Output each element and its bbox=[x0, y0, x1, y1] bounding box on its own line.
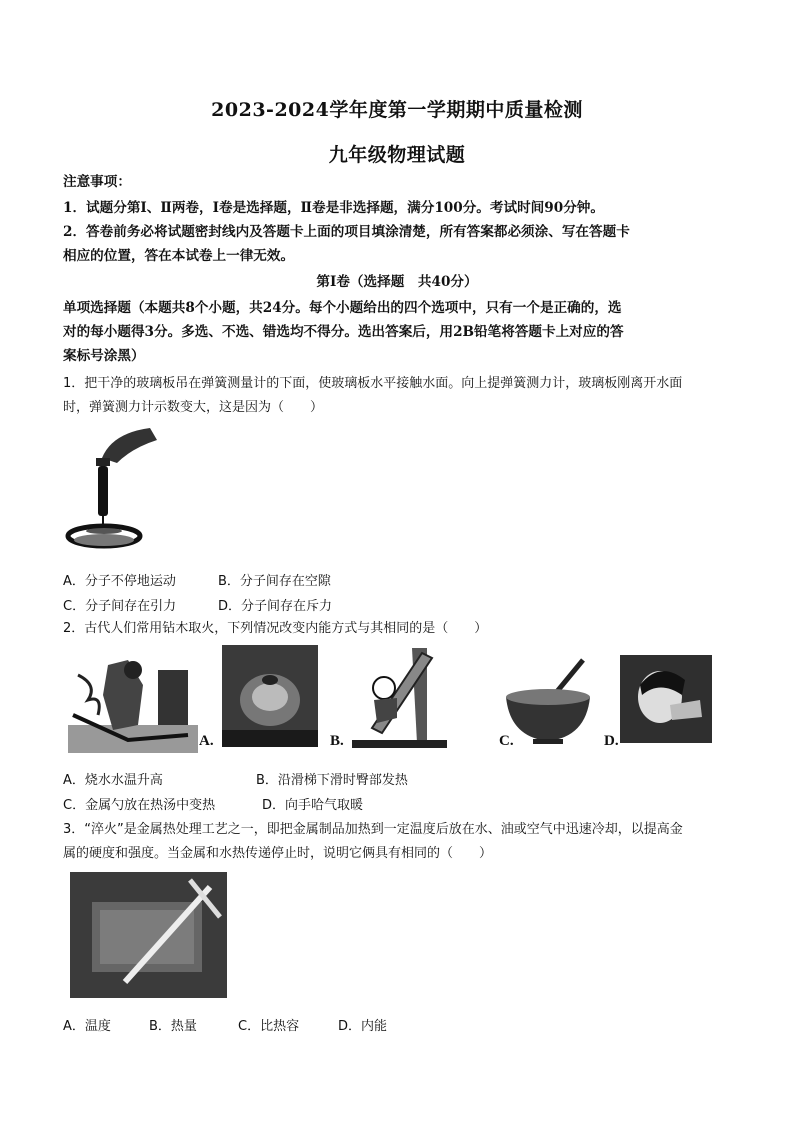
q2-image-label-a: A. bbox=[199, 733, 214, 749]
q1-option-a: A．分子不停地运动 bbox=[63, 574, 176, 589]
section-instructions: 单项选择题（本题共8个小题，共24分。每个小题给出的四个选项中，只有一个是正确的，选 bbox=[63, 300, 622, 316]
notes-heading: 注意事项： bbox=[63, 174, 131, 190]
q3-option-c: C．比热容 bbox=[238, 1019, 300, 1034]
note-line: 1．试题分第Ⅰ、Ⅱ两卷，Ⅰ卷是选择题，Ⅱ卷是非选择题，满分100分。考试时间90分钟。 bbox=[63, 200, 604, 216]
q2-option-a: A．烧水水温升高 bbox=[63, 773, 163, 788]
kettle-on-stove-figure bbox=[222, 645, 318, 747]
q1-option-d: D．分子间存在斥力 bbox=[218, 599, 333, 614]
question-2-stem: 2．古代人们常用钻木取火，下列情况改变内能方式与其相同的是（ ） bbox=[63, 621, 488, 636]
q1-option-c: C．分子间存在引力 bbox=[63, 599, 177, 614]
page-subtitle: 九年级物理试题 bbox=[328, 144, 466, 166]
q3-option-a: A．温度 bbox=[63, 1019, 111, 1034]
spring-scale-glass-plate-figure bbox=[62, 428, 162, 553]
q3-option-b: B．热量 bbox=[149, 1019, 197, 1034]
drilling-wood-fire-figure bbox=[68, 655, 198, 753]
section-instructions: 对的每小题得3分。多选、不选、错选均不得分。选出答案后，用2B铅笔将答题卡上对应的答 bbox=[63, 324, 624, 340]
q3-option-d: D．内能 bbox=[338, 1019, 388, 1034]
page-title: 2023-2024学年度第一学期期中质量检测 bbox=[211, 99, 583, 121]
q2-option-d: D．向手哈气取暖 bbox=[262, 798, 364, 813]
question-3-stem: 3．“淬火”是金属热处理工艺之一，即把金属制品加热到一定温度后放在水、油或空气中迅速冷却，以提高金 bbox=[63, 822, 683, 837]
q2-option-c: C．金属勺放在热汤中变热 bbox=[63, 798, 216, 813]
section-instructions: 案标号涂黑） bbox=[63, 348, 145, 364]
question-1-stem: 时，弹簧测力计示数变大，这是因为（ ） bbox=[63, 400, 324, 415]
q2-image-label-d: D. bbox=[604, 733, 619, 749]
section-title: 第Ⅰ卷（选择题 共40分） bbox=[316, 274, 478, 290]
note-line: 相应的位置，答在本试卷上一律无效。 bbox=[63, 248, 295, 264]
quenching-metal-figure bbox=[70, 872, 227, 998]
q2-option-b: B．沿滑梯下滑时臀部发热 bbox=[256, 773, 408, 788]
q2-image-label-c: C. bbox=[499, 733, 514, 749]
question-1-stem: 1．把干净的玻璃板吊在弹簧测量计的下面，使玻璃板水平接触水面。向上提弹簧测力计，玻璃板刚离开水面 bbox=[63, 376, 683, 391]
q1-option-b: B．分子间存在空隙 bbox=[218, 574, 331, 589]
q2-image-label-b: B. bbox=[330, 733, 344, 749]
child-on-slide-figure bbox=[352, 648, 447, 748]
question-3-stem: 属的硬度和强度。当金属和水热传递停止时，说明它俩具有相同的（ ） bbox=[63, 846, 493, 861]
note-line: 2．答卷前务必将试题密封线内及答题卡上面的项目填涂清楚，所有答案都必须涂、写在答题卡 bbox=[63, 224, 630, 240]
breathing-on-hands-figure bbox=[620, 655, 712, 743]
